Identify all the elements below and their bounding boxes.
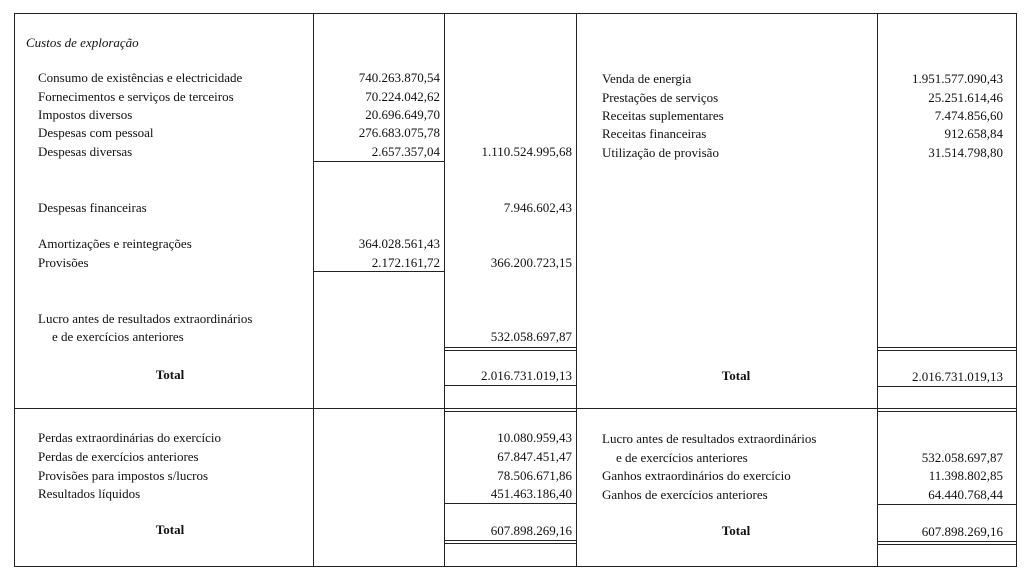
total-rule-top [877,504,1017,505]
row-value: 912.658,84 [944,126,1003,141]
total-rule-bottom [444,385,577,386]
row-label: Perdas extraordinárias do exercício [38,430,222,445]
row-value: 2.657.357,04 [371,144,440,159]
total-rule-bottom [444,540,577,541]
row-label: Perdas de exercícios anteriores [38,449,199,464]
total-rule-top [877,347,1017,348]
frame-right [1016,13,1017,567]
total-rule-top [444,347,577,348]
row-label: Amortizações e reintegrações [38,236,192,251]
total-value: 607.898.269,16 [921,524,1003,539]
row-label: Prestações de serviços [602,90,719,105]
row-value: 25.251.614,46 [928,90,1003,105]
divider-v4 [877,13,878,567]
row-label: Ganhos de exercícios anteriores [602,487,768,502]
row-label: Lucro antes de resultados extraordinários [602,431,817,446]
total-rule-top [444,503,577,504]
profit-subtotal: 532.058.697,87 [490,329,572,344]
row-label: Receitas suplementares [602,108,724,123]
row-label: Consumo de existências e electricidade [38,70,243,85]
section-heading: Custos de exploração [26,35,139,50]
total-rule-top-2 [444,350,577,351]
section-separator-2 [444,411,577,412]
row-value: 70.224.042,62 [365,89,440,104]
total-rule-bottom [877,386,1017,387]
row-label: Venda de energia [602,71,692,86]
subtotal-rule [314,271,444,272]
subtotal-value: 1.110.524.995,68 [481,144,572,159]
total-rule-bottom-2 [877,544,1017,545]
financial-label: Despesas financeiras [38,200,147,215]
total-value: 2.016.731.019,13 [481,368,572,383]
row-value: 11.398.802,85 [928,468,1003,483]
divider-v3 [576,13,577,567]
row-value: 20.696.649,70 [365,107,440,122]
row-value: 532.058.697,87 [921,450,1003,465]
row-value: 10.080.959,43 [497,430,572,445]
row-value: 2.172.161,72 [371,255,440,270]
total-label: Total [721,368,751,383]
frame-left [14,13,15,567]
row-value: 740.263.870,54 [358,70,440,85]
section-separator [14,408,1017,409]
subtotal-rule [314,161,444,162]
total-value: 2.016.731.019,13 [912,369,1003,384]
row-label: Ganhos extraordinários do exercício [602,468,791,483]
row-value: 451.463.186,40 [490,486,572,501]
section-separator-3 [877,411,1017,412]
row-label: Utilização de provisão [602,145,719,160]
row-label: Receitas financeiras [602,126,707,141]
row-label: Fornecimentos e serviços de terceiros [38,89,234,104]
total-label: Total [155,522,185,537]
row-value: 7.474.856,60 [934,108,1003,123]
profit-label-line1: Lucro antes de resultados extraordinários [38,311,253,326]
total-label: Total [721,523,751,538]
profit-label-line2: e de exercícios anteriores [52,329,184,344]
total-rule-bottom-2 [444,543,577,544]
row-value: 276.683.075,78 [358,125,440,140]
row-label: Provisões para impostos s/lucros [38,468,209,483]
row-value: 78.506.671,86 [497,468,572,483]
row-value: 67.847.451,47 [497,449,572,464]
frame-bottom [14,566,1017,567]
frame-top [14,13,1017,14]
row-value: 1.951.577.090,43 [912,71,1003,86]
row-label: Provisões [38,255,89,270]
divider-v2 [444,13,445,567]
total-rule-bottom [877,541,1017,542]
total-value: 607.898.269,16 [490,523,572,538]
total-label: Total [155,367,185,382]
row-label: Impostos diversos [38,107,133,122]
row-value: 364.028.561,43 [358,236,440,251]
row-label: Despesas diversas [38,144,133,159]
row-label: Resultados líquidos [38,486,141,501]
financial-subtotal: 7.946.602,43 [503,200,572,215]
total-rule-top-2 [877,350,1017,351]
row-value: 64.440.768,44 [928,487,1003,502]
row-label: Despesas com pessoal [38,125,154,140]
row-label: e de exercícios anteriores [616,450,748,465]
subtotal-value: 366.200.723,15 [490,255,572,270]
row-value: 31.514.798,80 [928,145,1003,160]
